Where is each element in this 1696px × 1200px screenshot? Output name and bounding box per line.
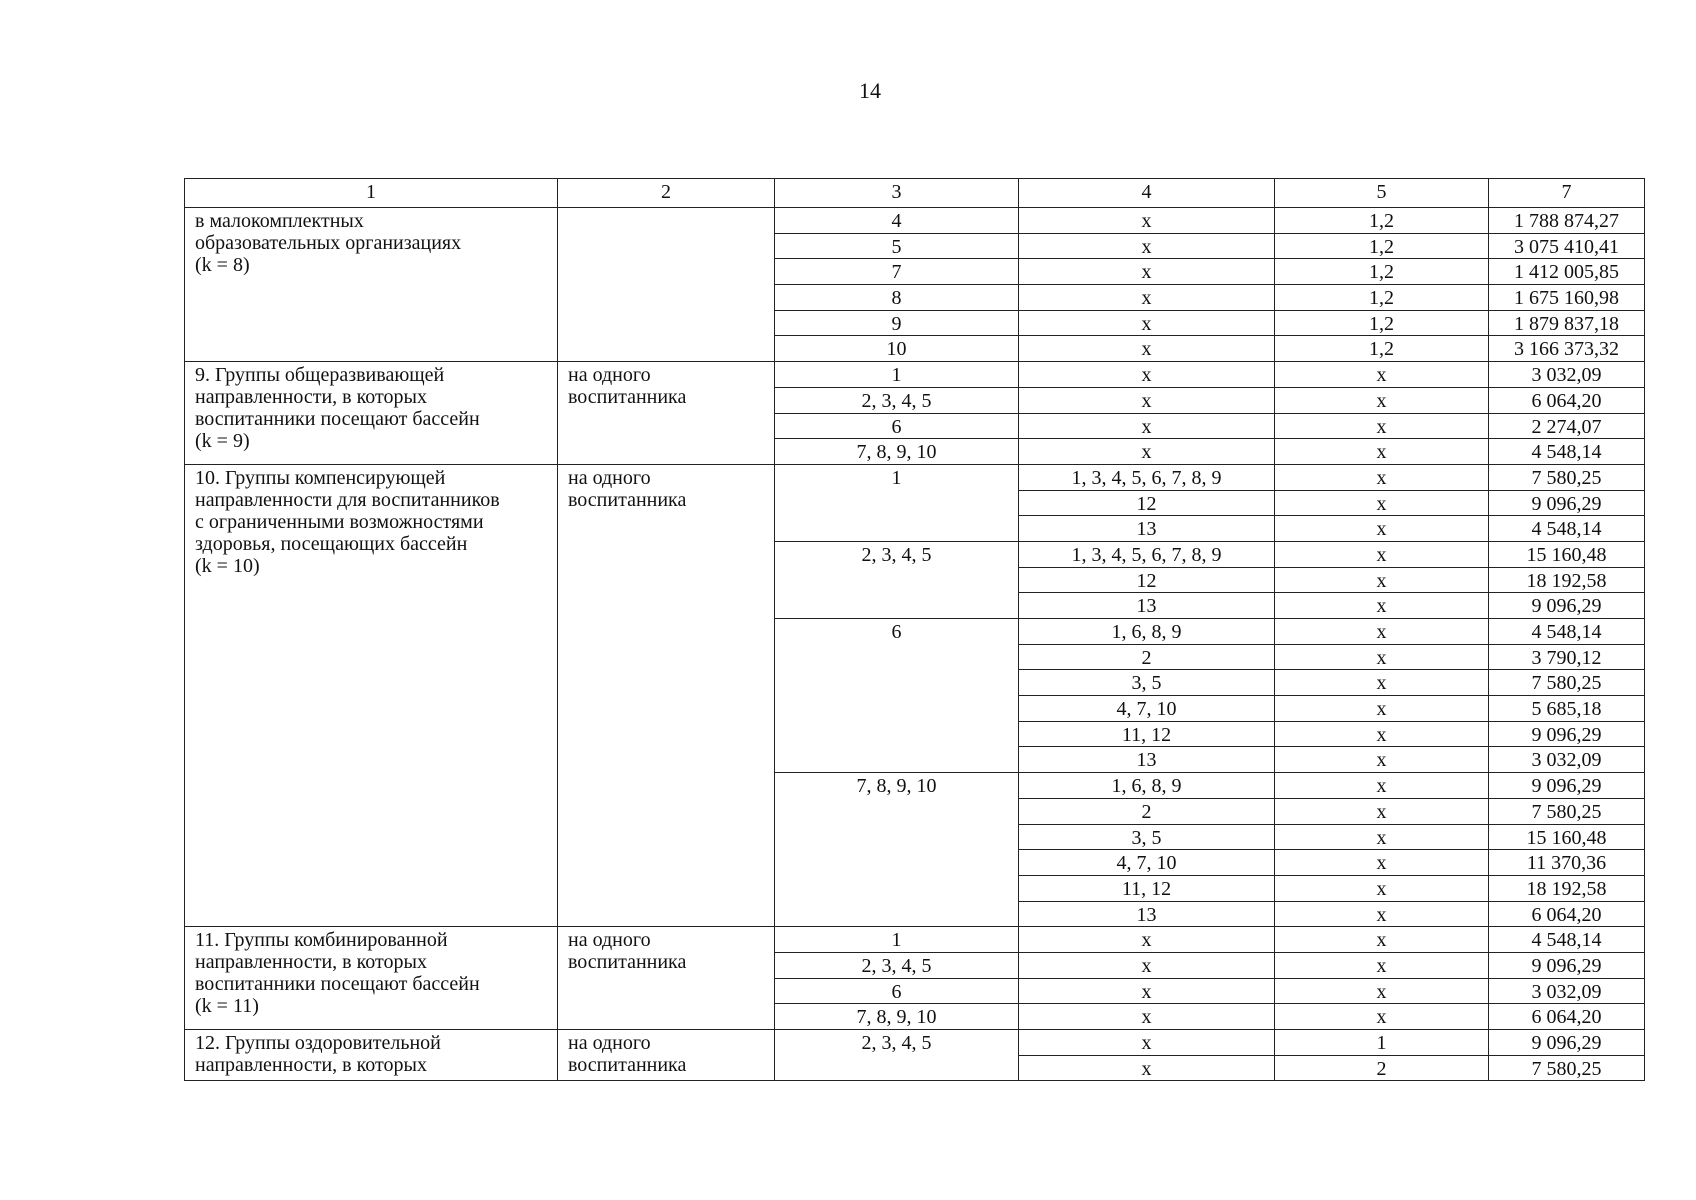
coefficient-cell: х: [1275, 824, 1489, 850]
amount-cell: 3 790,12: [1489, 644, 1645, 670]
coefficient-cell: х: [1275, 901, 1489, 927]
coefficient-cell: х: [1275, 490, 1489, 516]
column-header-4: 4: [1019, 179, 1275, 208]
table-row: [185, 208, 1645, 234]
amount-cell: 3 075 410,41: [1489, 233, 1645, 259]
age-group-cell: 7: [775, 259, 1019, 285]
coefficient-cell: х: [1275, 798, 1489, 824]
category-cell: х: [1019, 285, 1275, 311]
group-description: 12. Группы оздоровительной направленности, в которых: [185, 1030, 558, 1081]
column-header-1: 1: [185, 179, 558, 208]
coefficient-cell: х: [1275, 952, 1489, 978]
amount-cell: 7 580,25: [1489, 1055, 1645, 1081]
category-cell: 13: [1019, 747, 1275, 773]
amount-cell: 15 160,48: [1489, 541, 1645, 567]
unit-description: на одного воспитанника: [558, 362, 775, 465]
coefficient-cell: 1,2: [1275, 208, 1489, 234]
coefficient-cell: х: [1275, 927, 1489, 953]
category-cell: х: [1019, 413, 1275, 439]
coefficient-cell: х: [1275, 413, 1489, 439]
coefficient-cell: 1,2: [1275, 233, 1489, 259]
coefficient-cell: 1: [1275, 1030, 1489, 1056]
amount-cell: 3 032,09: [1489, 747, 1645, 773]
category-cell: х: [1019, 208, 1275, 234]
age-group-cell: 6: [775, 978, 1019, 1004]
amount-cell: 3 166 373,32: [1489, 336, 1645, 362]
amount-cell: 1 788 874,27: [1489, 208, 1645, 234]
amount-cell: 3 032,09: [1489, 362, 1645, 388]
column-header-2: 2: [558, 179, 775, 208]
column-header-7: 7: [1489, 179, 1645, 208]
coefficient-cell: х: [1275, 516, 1489, 542]
age-group-cell: 8: [775, 285, 1019, 311]
unit-description: на одного воспитанника: [558, 1030, 775, 1081]
age-group-cell: 7, 8, 9, 10: [775, 439, 1019, 465]
coefficient-cell: х: [1275, 567, 1489, 593]
age-group-cell: 1: [775, 927, 1019, 953]
category-cell: х: [1019, 336, 1275, 362]
coefficient-cell: х: [1275, 593, 1489, 619]
tariff-table: [184, 178, 1645, 1081]
amount-cell: 11 370,36: [1489, 850, 1645, 876]
amount-cell: 1 675 160,98: [1489, 285, 1645, 311]
category-cell: 3, 5: [1019, 824, 1275, 850]
amount-cell: 6 064,20: [1489, 387, 1645, 413]
coefficient-cell: 2: [1275, 1055, 1489, 1081]
amount-cell: 4 548,14: [1489, 439, 1645, 465]
amount-cell: 6 064,20: [1489, 901, 1645, 927]
amount-cell: 5 685,18: [1489, 696, 1645, 722]
age-group-cell: 4: [775, 208, 1019, 234]
coefficient-cell: 1,2: [1275, 285, 1489, 311]
category-cell: 13: [1019, 901, 1275, 927]
category-cell: 13: [1019, 516, 1275, 542]
coefficient-cell: х: [1275, 1004, 1489, 1030]
group-description: 11. Группы комбинированной направленности, в которых воспитанники посещают бассейн (k = 11): [185, 927, 558, 1030]
category-cell: 13: [1019, 593, 1275, 619]
coefficient-cell: 1,2: [1275, 336, 1489, 362]
amount-cell: 7 580,25: [1489, 798, 1645, 824]
coefficient-cell: х: [1275, 773, 1489, 799]
amount-cell: 9 096,29: [1489, 490, 1645, 516]
age-group-cell: 5: [775, 233, 1019, 259]
amount-cell: 4 548,14: [1489, 619, 1645, 645]
category-cell: 1, 6, 8, 9: [1019, 619, 1275, 645]
coefficient-cell: х: [1275, 644, 1489, 670]
amount-cell: 1 412 005,85: [1489, 259, 1645, 285]
coefficient-cell: х: [1275, 696, 1489, 722]
unit-description: на одного воспитанника: [558, 927, 775, 1030]
coefficient-cell: х: [1275, 619, 1489, 645]
group-description: 10. Группы компенсирующей направленности для воспитанников с ограниченными возможностями здоровья, посещающих бассейн (k = 10): [185, 464, 558, 926]
coefficient-cell: х: [1275, 439, 1489, 465]
category-cell: 12: [1019, 490, 1275, 516]
amount-cell: 9 096,29: [1489, 1030, 1645, 1056]
table-row: [185, 1030, 1645, 1056]
coefficient-cell: х: [1275, 875, 1489, 901]
coefficient-cell: 1,2: [1275, 259, 1489, 285]
coefficient-cell: 1,2: [1275, 310, 1489, 336]
amount-cell: 6 064,20: [1489, 1004, 1645, 1030]
age-group-cell: 2, 3, 4, 5: [775, 1030, 1019, 1081]
category-cell: 2: [1019, 644, 1275, 670]
category-cell: х: [1019, 1055, 1275, 1081]
amount-cell: 15 160,48: [1489, 824, 1645, 850]
category-cell: х: [1019, 1030, 1275, 1056]
coefficient-cell: х: [1275, 387, 1489, 413]
amount-cell: 9 096,29: [1489, 721, 1645, 747]
category-cell: х: [1019, 259, 1275, 285]
category-cell: 1, 3, 4, 5, 6, 7, 8, 9: [1019, 541, 1275, 567]
category-cell: 11, 12: [1019, 721, 1275, 747]
coefficient-cell: х: [1275, 541, 1489, 567]
group-description: в малокомплектных образовательных организациях (k = 8): [185, 208, 558, 362]
amount-cell: 2 274,07: [1489, 413, 1645, 439]
amount-cell: 1 879 837,18: [1489, 310, 1645, 336]
amount-cell: 9 096,29: [1489, 593, 1645, 619]
category-cell: 3, 5: [1019, 670, 1275, 696]
coefficient-cell: х: [1275, 464, 1489, 490]
table-row: [185, 927, 1645, 953]
age-group-cell: 2, 3, 4, 5: [775, 387, 1019, 413]
category-cell: х: [1019, 1004, 1275, 1030]
age-group-cell: 10: [775, 336, 1019, 362]
table-row: [185, 464, 1645, 490]
coefficient-cell: х: [1275, 721, 1489, 747]
age-group-cell: 7, 8, 9, 10: [775, 1004, 1019, 1030]
category-cell: х: [1019, 952, 1275, 978]
column-header-3: 3: [775, 179, 1019, 208]
category-cell: 12: [1019, 567, 1275, 593]
unit-description: на одного воспитанника: [558, 464, 775, 926]
age-group-cell: 1: [775, 362, 1019, 388]
coefficient-cell: х: [1275, 850, 1489, 876]
age-group-cell: 1: [775, 464, 1019, 541]
column-number-row: [185, 179, 1645, 208]
category-cell: 4, 7, 10: [1019, 696, 1275, 722]
table-body: [185, 208, 1645, 1081]
coefficient-cell: х: [1275, 747, 1489, 773]
amount-cell: 9 096,29: [1489, 952, 1645, 978]
category-cell: х: [1019, 978, 1275, 1004]
category-cell: х: [1019, 439, 1275, 465]
category-cell: 1, 3, 4, 5, 6, 7, 8, 9: [1019, 464, 1275, 490]
coefficient-cell: х: [1275, 670, 1489, 696]
amount-cell: 4 548,14: [1489, 927, 1645, 953]
coefficient-cell: х: [1275, 978, 1489, 1004]
category-cell: х: [1019, 310, 1275, 336]
age-group-cell: 6: [775, 619, 1019, 773]
age-group-cell: 9: [775, 310, 1019, 336]
category-cell: х: [1019, 927, 1275, 953]
category-cell: х: [1019, 362, 1275, 388]
amount-cell: 3 032,09: [1489, 978, 1645, 1004]
amount-cell: 7 580,25: [1489, 464, 1645, 490]
category-cell: 1, 6, 8, 9: [1019, 773, 1275, 799]
age-group-cell: 6: [775, 413, 1019, 439]
amount-cell: 9 096,29: [1489, 773, 1645, 799]
category-cell: 11, 12: [1019, 875, 1275, 901]
amount-cell: 4 548,14: [1489, 516, 1645, 542]
unit-description: [558, 208, 775, 362]
amount-cell: 7 580,25: [1489, 670, 1645, 696]
category-cell: х: [1019, 233, 1275, 259]
column-header-5: 5: [1275, 179, 1489, 208]
page-number: 14: [859, 78, 881, 103]
category-cell: 2: [1019, 798, 1275, 824]
amount-cell: 18 192,58: [1489, 875, 1645, 901]
category-cell: 4, 7, 10: [1019, 850, 1275, 876]
age-group-cell: 2, 3, 4, 5: [775, 952, 1019, 978]
table-row: [185, 362, 1645, 388]
coefficient-cell: х: [1275, 362, 1489, 388]
age-group-cell: 2, 3, 4, 5: [775, 541, 1019, 618]
category-cell: х: [1019, 387, 1275, 413]
amount-cell: 18 192,58: [1489, 567, 1645, 593]
age-group-cell: 7, 8, 9, 10: [775, 773, 1019, 927]
group-description: 9. Группы общеразвивающей направленности, в которых воспитанники посещают бассейн (k = 9): [185, 362, 558, 465]
